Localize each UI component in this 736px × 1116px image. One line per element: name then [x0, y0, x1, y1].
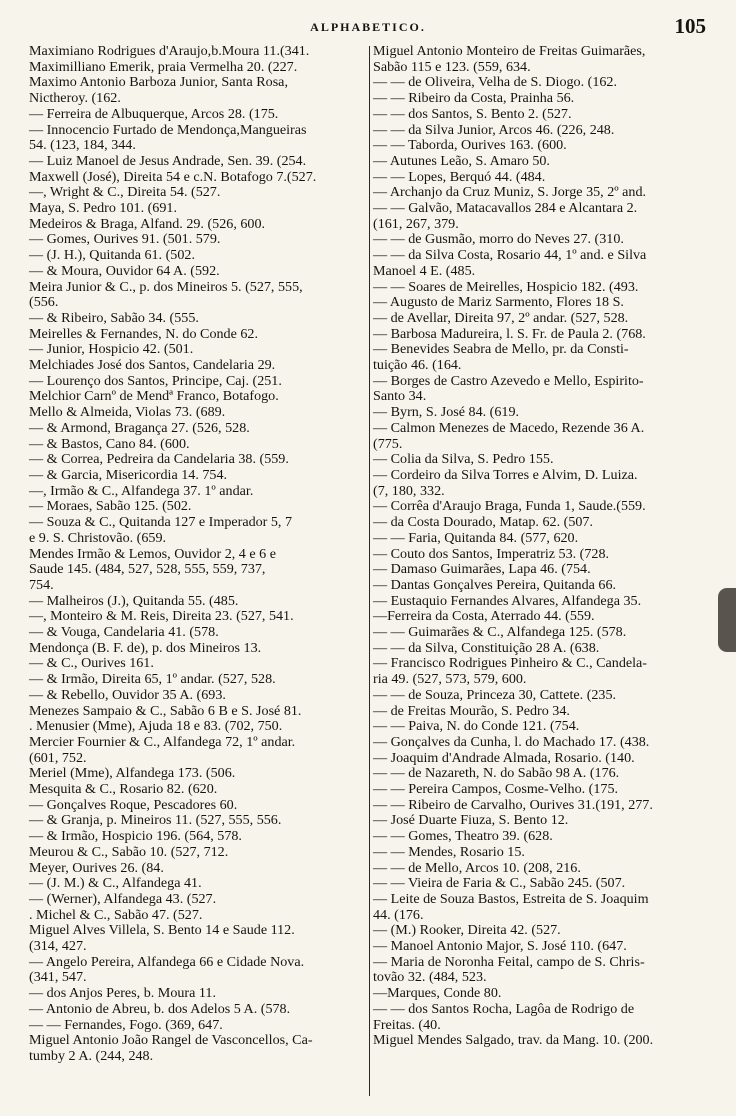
directory-line: — Moraes, Sabão 125. (502.: [29, 498, 192, 515]
directory-line: Maximo Antonio Barboza Junior, Santa Rosa,: [29, 74, 288, 91]
directory-line: — Manoel Antonio Major, S. José 110. (647.: [373, 938, 627, 955]
directory-line: Meurou & C., Sabão 10. (527, 712.: [29, 843, 229, 860]
directory-line: Meirelles & Fernandes, N. do Conde 62.: [29, 325, 258, 342]
directory-line: — (J. M.) & C., Alfandega 41.: [29, 875, 202, 892]
directory-line: — Malheiros (J.), Quitanda 55. (485.: [29, 592, 239, 609]
directory-line: — — de Souza, Princeza 30, Cattete. (235.: [373, 686, 617, 703]
directory-line: — Gonçalves Roque, Pescadores 60.: [29, 796, 238, 813]
directory-line: Nictheroy. (162.: [29, 90, 121, 107]
directory-line: — Joaquim d'Andrade Almada, Rosario. (140.: [373, 749, 635, 766]
directory-line: tuição 46. (164.: [373, 357, 462, 374]
directory-line: — & Irmão, Direita 65, 1º andar. (527, 528.: [29, 671, 276, 688]
directory-line: — Augusto de Mariz Sarmento, Flores 18 S.: [373, 294, 624, 311]
directory-line: — — Vieira de Faria & C., Sabão 245. (507.: [373, 875, 626, 892]
directory-line: — Barbosa Madureira, l. S. Fr. de Paula 2. (768.: [373, 325, 646, 342]
directory-line: — — Gomes, Theatro 39. (628.: [373, 828, 553, 845]
directory-line: Meyer, Ourives 26. (84.: [29, 859, 164, 876]
left-column: [29, 44, 374, 1065]
directory-line: Maximilliano Emerik, praia Vermelha 20. (227.: [29, 58, 298, 75]
directory-line: — (J. H.), Quitanda 61. (502.: [29, 247, 195, 264]
directory-line: — & C., Ourives 161.: [29, 655, 154, 672]
directory-line: (601, 752.: [29, 749, 87, 766]
directory-line: — & Rebello, Ouvidor 35 A. (693.: [29, 686, 226, 703]
directory-line: — — Taborda, Ourives 163. (600.: [373, 137, 567, 154]
directory-line: Medeiros & Braga, Alfand. 29. (526, 600.: [29, 215, 266, 232]
directory-line: Mesquita & C., Rosario 82. (620.: [29, 781, 218, 798]
directory-line: ria 49. (527, 573, 579, 600.: [373, 671, 527, 688]
directory-line: — & Armond, Bragança 27. (526, 528.: [29, 419, 250, 436]
page-header-title: ALPHABETICO.: [310, 20, 426, 34]
directory-line: e 9. S. Christovão. (659.: [29, 529, 167, 546]
directory-line: — Maria de Noronha Feital, campo de S. Chris-: [373, 953, 645, 970]
directory-line: Saude 145. (484, 527, 528, 555, 559, 737,: [29, 561, 266, 578]
directory-line: Miguel Alves Villela, S. Bento 14 e Saude 112.: [29, 922, 295, 939]
directory-line: Maxwell (José), Direita 54 e c.N. Botafogo 7.(527.: [29, 168, 317, 185]
directory-line: (775.: [373, 435, 403, 452]
directory-line: Miguel Antonio Monteiro de Freitas Guimarães,: [373, 43, 646, 59]
directory-line: — — de Nazareth, N. do Sabão 98 A. (176.: [373, 765, 620, 782]
directory-line: — Autunes Leão, S. Amaro 50.: [373, 152, 550, 169]
directory-line: — de Avellar, Direita 97, 2º andar. (527, 528.: [373, 309, 629, 326]
directory-line: Miguel Mendes Salgado, trav. da Mang. 10. (200.: [373, 1032, 654, 1049]
directory-line: 754.: [29, 576, 54, 593]
directory-line: — & Ribeiro, Sabão 34. (555.: [29, 309, 199, 326]
directory-line: 54. (123, 184, 344.: [29, 137, 136, 154]
directory-line: —, Monteiro & M. Reis, Direita 23. (527, 541.: [29, 608, 294, 625]
directory-line: (556.: [29, 294, 59, 311]
directory-line: — — Ribeiro de Carvalho, Ourives 31.(191, 277.: [373, 796, 653, 813]
running-head: [30, 14, 706, 40]
directory-line: Santo 34.: [373, 388, 427, 405]
directory-line: — — da Silva, Constituição 28 A. (638.: [373, 639, 600, 656]
directory-line: Mercier Fournier & C., Alfandega 72, 1º andar.: [29, 733, 296, 750]
directory-line: Melchior Carnº de Mendª Franco, Botafogo.: [29, 388, 279, 405]
directory-line: Mendonça (B. F. de), p. dos Mineiros 13.: [29, 639, 262, 656]
directory-line: — Eustaquio Fernandes Alvares, Alfandega 35.: [373, 592, 642, 609]
directory-line: — Junior, Hospicio 42. (501.: [29, 341, 194, 358]
directory-line: — Damaso Guimarães, Lapa 46. (754.: [373, 561, 591, 578]
directory-line: — — Pereira Campos, Cosme-Velho. (175.: [373, 781, 619, 798]
directory-line: Mendes Irmão & Lemos, Ouvidor 2, 4 e 6 e: [29, 545, 276, 562]
directory-line: (161, 267, 379.: [373, 215, 459, 232]
directory-line: — — dos Santos, S. Bento 2. (527.: [373, 105, 572, 122]
column-divider: [369, 46, 370, 1096]
directory-line: — Souza & C., Quitanda 127 e Imperador 5, 7: [29, 514, 293, 531]
directory-line: Meira Junior & C., p. dos Mineiros 5. (527, 555,: [29, 278, 303, 295]
directory-line: Melchiades José dos Santos, Candelaria 29.: [29, 357, 276, 374]
directory-line: — — Mendes, Rosario 15.: [373, 843, 525, 860]
directory-line: Sabão 115 e 123. (559, 634.: [373, 58, 531, 75]
directory-line: — — Paiva, N. do Conde 121. (754.: [373, 718, 580, 735]
directory-line: — Corrêa d'Araujo Braga, Funda 1, Saude.(559.: [373, 498, 646, 515]
directory-line: — Calmon Menezes de Macedo, Rezende 36 A.: [373, 419, 645, 436]
directory-line: Mello & Almeida, Violas 73. (689.: [29, 404, 226, 421]
directory-line: — & Moura, Ouvidor 64 A. (592.: [29, 262, 220, 279]
directory-line: — Lourenço dos Santos, Principe, Caj. (251.: [29, 372, 282, 389]
directory-line: . Michel & C., Sabão 47. (527.: [29, 906, 203, 923]
directory-line: — — Galvão, Matacavallos 284 e Alcantara 2.: [373, 200, 638, 217]
directory-line: — & Correa, Pedreira da Candelaria 38. (559.: [29, 451, 289, 468]
directory-line: — — da Silva Junior, Arcos 46. (226, 248.: [373, 121, 615, 138]
directory-line: — Luiz Manoel de Jesus Andrade, Sen. 39. (254.: [29, 152, 307, 169]
directory-line: — Couto dos Santos, Imperatriz 53. (728.: [373, 545, 610, 562]
directory-line: Freitas. (40.: [373, 1016, 441, 1033]
directory-line: — & Irmão, Hospicio 196. (564, 578.: [29, 828, 242, 845]
directory-line: — Antonio de Abreu, b. dos Adelos 5 A. (578.: [29, 1000, 291, 1017]
directory-line: — — Ribeiro da Costa, Prainha 56.: [373, 90, 575, 107]
directory-line: — José Duarte Fiuza, S. Bento 12.: [373, 812, 569, 829]
directory-line: — — Soares de Meirelles, Hospicio 182. (493.: [373, 278, 639, 295]
directory-line: — Byrn, S. José 84. (619.: [373, 404, 520, 421]
right-column: [373, 44, 711, 1049]
directory-line: —, Wright & C., Direita 54. (527.: [29, 184, 221, 201]
directory-line: — — Lopes, Berquó 44. (484.: [373, 168, 546, 185]
directory-line: Meriel (Mme), Alfandega 173. (506.: [29, 765, 236, 782]
directory-line: — Cordeiro da Silva Torres e Alvim, D. Luiza.: [373, 466, 638, 483]
directory-line: — Innocencio Furtado de Mendonça,Mangueiras: [29, 121, 307, 138]
directory-line: — Borges de Castro Azevedo e Mello, Espirito-: [373, 372, 644, 389]
directory-line: — — de Oliveira, Velha de S. Diogo. (162.: [373, 74, 617, 91]
directory-line: — — de Gusmão, morro do Neves 27. (310.: [373, 231, 624, 248]
directory-line: — Archanjo da Cruz Muniz, S. Jorge 35, 2º and.: [373, 184, 647, 201]
directory-line: — de Freitas Mourão, S. Pedro 34.: [373, 702, 570, 719]
directory-line: (314, 427.: [29, 938, 87, 955]
directory-line: — & Granja, p. Mineiros 11. (527, 555, 556.: [29, 812, 282, 829]
directory-line: . Menusier (Mme), Ajuda 18 e 83. (702, 750.: [29, 718, 283, 735]
directory-line: Miguel Antonio João Rangel de Vasconcellos, Ca-: [29, 1032, 313, 1049]
directory-line: — Gonçalves da Cunha, l. do Machado 17. (438.: [373, 733, 650, 750]
directory-line: — Ferreira de Albuquerque, Arcos 28. (175.: [29, 105, 279, 122]
directory-line: — dos Anjos Peres, b. Moura 11.: [29, 985, 216, 1002]
directory-line: — Leite de Souza Bastos, Estreita de S. Joaquim: [373, 890, 649, 907]
directory-line: — Dantas Gonçalves Pereira, Quitanda 66.: [373, 576, 617, 593]
directory-line: — da Costa Dourado, Matap. 62. (507.: [373, 514, 593, 531]
directory-line: tumby 2 A. (244, 248.: [29, 1048, 154, 1064]
directory-line: — — de Mello, Arcos 10. (208, 216.: [373, 859, 581, 876]
directory-line: — & Bastos, Cano 84. (600.: [29, 435, 190, 452]
directory-line: —Ferreira da Costa, Aterrado 44. (559.: [373, 608, 595, 625]
directory-line: — & Garcia, Misericordia 14. 754.: [29, 466, 228, 483]
directory-line: — (M.) Rooker, Direita 42. (527.: [373, 922, 561, 939]
directory-line: — — da Silva Costa, Rosario 44, 1º and. e Silva: [373, 247, 647, 264]
directory-line: — Gomes, Ourives 91. (501. 579.: [29, 231, 221, 248]
directory-line: — — dos Santos Rocha, Lagôa de Rodrigo de: [373, 1000, 635, 1017]
directory-line: — — Faria, Quitanda 84. (577, 620.: [373, 529, 579, 546]
directory-line: (341, 547.: [29, 969, 87, 986]
directory-line: Maximiano Rodrigues d'Araujo,b.Moura 11.(341.: [29, 43, 310, 59]
directory-line: — Francisco Rodrigues Pinheiro & C., Candela-: [373, 655, 648, 672]
directory-line: 44. (176.: [373, 906, 424, 923]
directory-line: — — Fernandes, Fogo. (369, 647.: [29, 1016, 223, 1033]
directory-line: — Colia da Silva, S. Pedro 155.: [373, 451, 554, 468]
page-margin-tab: [718, 588, 736, 652]
directory-line: — (Werner), Alfandega 43. (527.: [29, 890, 217, 907]
directory-line: tovão 32. (484, 523.: [373, 969, 487, 986]
directory-line: (7, 180, 332.: [373, 482, 445, 499]
directory-line: — Benevides Seabra de Mello, pr. da Consti-: [373, 341, 629, 358]
directory-line: —, Irmão & C., Alfandega 37. 1º andar.: [29, 482, 254, 499]
directory-line: Menezes Sampaio & C., Sabão 6 B e S. José 81.: [29, 702, 302, 719]
directory-line: Manoel 4 E. (485.: [373, 262, 476, 279]
directory-line: Maya, S. Pedro 101. (691.: [29, 200, 177, 217]
directory-line: — & Vouga, Candelaria 41. (578.: [29, 624, 219, 641]
page-number: 105: [674, 14, 706, 38]
directory-line: —Marques, Conde 80.: [373, 985, 502, 1002]
directory-line: — — Guimarães & C., Alfandega 125. (578.: [373, 624, 627, 641]
directory-line: — Angelo Pereira, Alfandega 66 e Cidade Nova.: [29, 953, 305, 970]
